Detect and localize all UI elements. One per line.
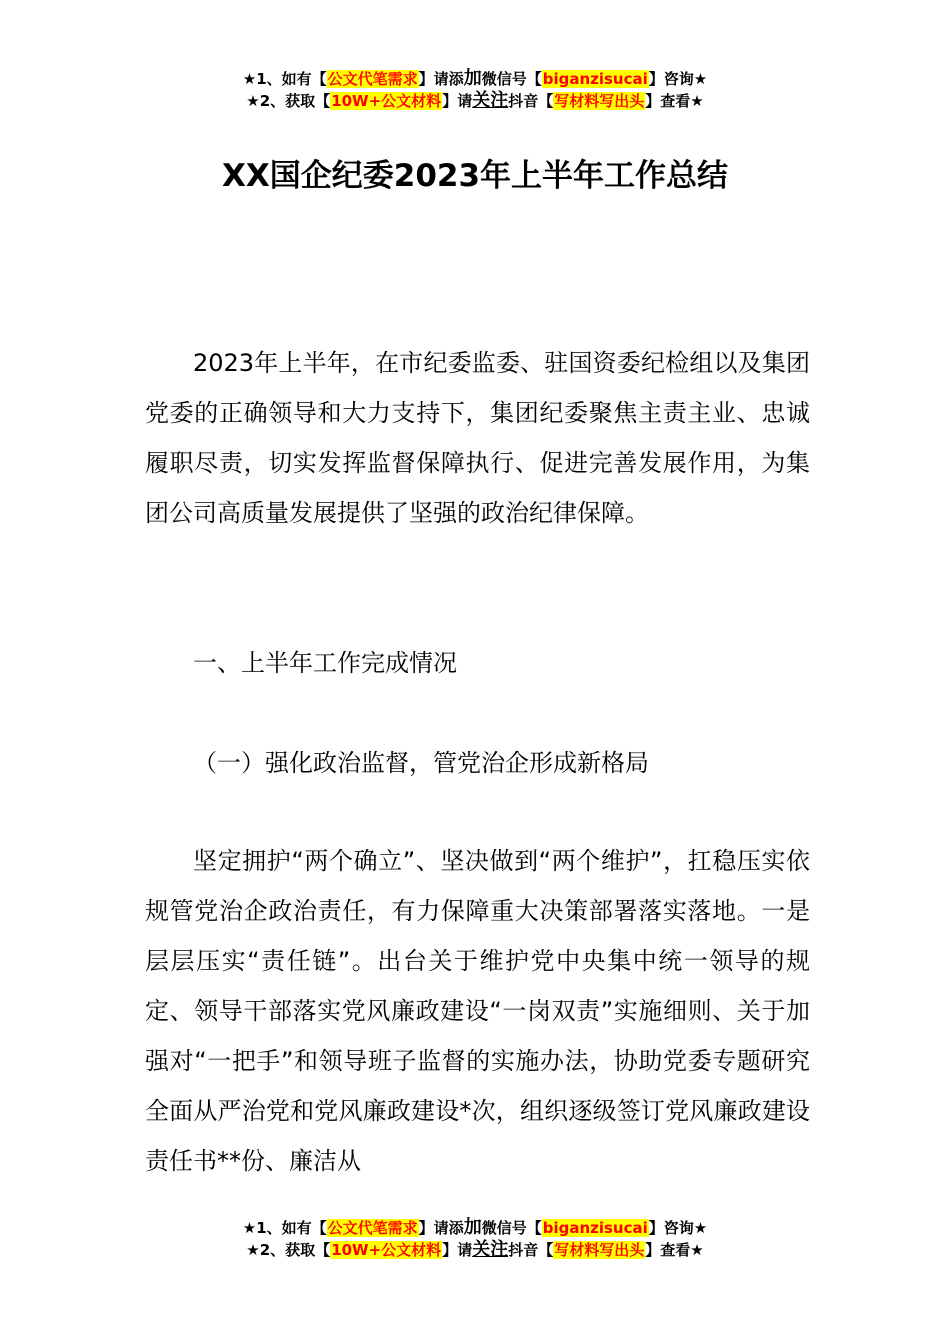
banner-text: ★1、如有【: [242, 70, 327, 88]
banner-text: ★2、获取【: [246, 92, 331, 110]
paragraph-body: 坚定拥护“两个确立”、坚决做到“两个维护”，扛稳压实依规管党治企政治责任，有力保障重大决策部署落实落地。一是层层压实“责任链”。出台关于维护党中央集中统一领导的规定、领导干部落实党风廉政建设“一岗双责”实施细则、关于加强对“一把手”和领导班子监督的实施办法，协助党委专题研究全面从严治党和党风廉政建设*次，组织逐级签订党风廉政建设责任书**份、廉洁从: [145, 847, 810, 1175]
banner-highlight-materials: 10W+公文材料: [331, 1241, 442, 1259]
banner-text: 加: [463, 1217, 482, 1238]
banner-text: 】查看★: [645, 1241, 704, 1259]
subsection-heading: （一）强化政治监督，管党治企形成新格局: [193, 749, 649, 777]
banner-text: 加: [463, 68, 482, 89]
banner-text: ★1、如有【: [242, 1219, 327, 1237]
banner-text: 】请添: [418, 70, 464, 88]
banner-highlight-douyin: 写材料写出头: [554, 92, 645, 110]
banner-text: 】请: [442, 1241, 473, 1259]
banner-highlight-service: 公文代笔需求: [327, 70, 418, 88]
banner-text: 】查看★: [645, 92, 704, 110]
banner-line-1: [0, 1217, 950, 1239]
banner-text: 微信号【: [481, 1219, 542, 1237]
banner-text: 】咨询★: [648, 70, 708, 88]
banner-text: 抖音【: [508, 1241, 554, 1259]
paragraph-intro: 2023年上半年，在市纪委监委、驻国资委纪检组以及集团党委的正确领导和大力支持下，集团纪委聚焦主责主业、忠诚履职尽责，切实发挥监督保障执行、促进完善发展作用，为集团公司高质量发展提供了坚强的政治纪律保障。: [145, 349, 810, 527]
banner-text: ★2、获取【: [246, 1241, 331, 1259]
banner-text: 微信号【: [481, 70, 542, 88]
banner-line-1: [0, 68, 950, 90]
banner-highlight-service: 公文代笔需求: [327, 1219, 418, 1237]
banner-text: 】请: [442, 92, 473, 110]
banner-line-2: [0, 90, 950, 112]
banner-highlight-douyin: 写材料写出头: [554, 1241, 645, 1259]
banner-text: 】请添: [418, 1219, 464, 1237]
section-heading: 一、上半年工作完成情况: [193, 649, 457, 677]
banner-line-2: [0, 1239, 950, 1261]
banner-text: 关注: [472, 90, 509, 111]
banner-highlight-wechat-id: biganzisucai: [542, 1219, 648, 1237]
banner-highlight-materials: 10W+公文材料: [331, 92, 442, 110]
footer-banner: [0, 1217, 950, 1261]
banner-highlight-wechat-id: biganzisucai: [542, 70, 648, 88]
banner-text: 】咨询★: [648, 1219, 708, 1237]
document-title: XX国企纪委2023年上半年工作总结: [221, 158, 729, 194]
header-banner: [0, 68, 950, 112]
banner-text: 关注: [472, 1239, 509, 1260]
banner-text: 抖音【: [508, 92, 554, 110]
